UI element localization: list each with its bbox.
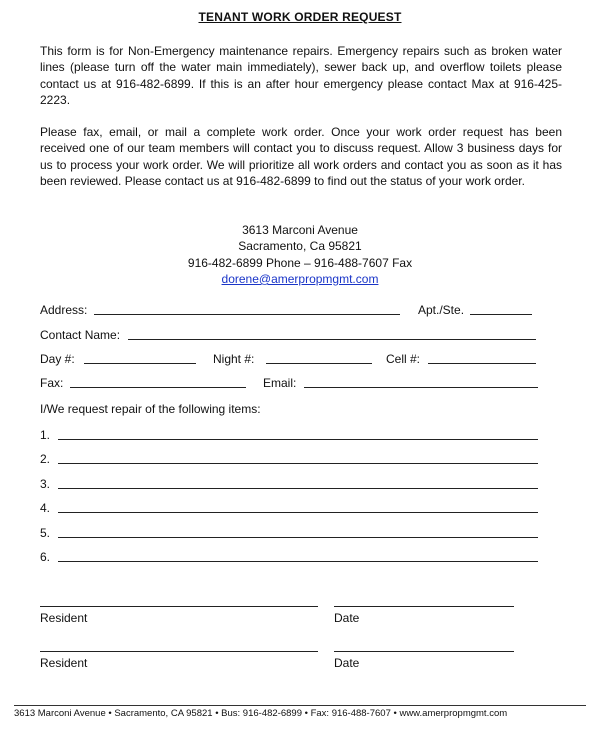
night-phone-field[interactable] [266, 352, 372, 364]
cell-phone-field[interactable] [428, 352, 536, 364]
apt-label: Apt./Ste. [418, 303, 465, 317]
repair-item-number: 4. [40, 501, 51, 515]
repair-item-field[interactable] [58, 428, 538, 440]
repair-item-number: 5. [40, 526, 51, 540]
repair-item-field[interactable] [58, 550, 538, 562]
day-phone-field[interactable] [84, 352, 196, 364]
apt-field[interactable] [470, 303, 532, 315]
address-city: Sacramento, Ca 95821 [238, 239, 362, 254]
contact-name-label: Contact Name: [40, 328, 121, 342]
repair-item-number: 1. [40, 428, 51, 442]
date-field[interactable] [334, 640, 514, 652]
repair-request-label: I/We request repair of the following items: [40, 402, 261, 416]
address-phones: 916-482-6899 Phone – 916-488-7607 Fax [187, 255, 413, 270]
repair-item-field[interactable] [58, 501, 538, 513]
contact-name-field[interactable] [128, 328, 536, 340]
fax-field[interactable] [70, 376, 246, 388]
email-label: Email: [263, 376, 297, 390]
address-street: 3613 Marconi Avenue [242, 223, 358, 237]
repair-item-field[interactable] [58, 452, 538, 464]
fax-label: Fax: [40, 376, 64, 390]
date-label: Date [334, 611, 360, 625]
email-link[interactable]: dorene@amerpropmgmt.com [221, 271, 379, 286]
resident-label: Resident [40, 656, 88, 670]
email-field[interactable] [304, 376, 538, 388]
resident-signature-field[interactable] [40, 640, 318, 652]
form-title: TENANT WORK ORDER REQUEST [198, 10, 402, 24]
repair-item-number: 3. [40, 477, 51, 491]
footer-divider [14, 705, 586, 706]
cell-phone-label: Cell #: [386, 352, 421, 366]
resident-label: Resident [40, 611, 88, 625]
office-address-block [0, 222, 600, 287]
repair-item-field[interactable] [58, 477, 538, 489]
repair-item-number: 6. [40, 550, 51, 564]
date-field[interactable] [334, 595, 514, 607]
day-phone-label: Day #: [40, 352, 75, 366]
night-phone-label: Night #: [213, 352, 255, 366]
instructions-paragraph: Please fax, email, or mail a complete work order. Once your work order request has been received one of our team members will contact you to discuss request. Allow 3 business days for us to process your work order. We will prioritize all work orders and contact you as soon as it has been reviewed. Please contact us at 916-482-6899 to find out the status of your work order. [40, 125, 562, 188]
address-field[interactable] [94, 303, 400, 315]
repair-item-field[interactable] [58, 526, 538, 538]
address-label: Address: [40, 303, 88, 317]
page-footer: 3613 Marconi Avenue • Sacramento, CA 95821 • Bus: 916-482-6899 • Fax: 916-488-7607 • www.amerpropmgmt.com [14, 708, 508, 719]
repair-item-number: 2. [40, 452, 51, 466]
intro-paragraph: This form is for Non-Emergency maintenance repairs. Emergency repairs such as broken water lines (please turn off the water main immediately), sewer back up, and overflow toilets please contact us at 916-482-6899. If this is an after hour emergency please contact Max at 916-425-2223. [40, 44, 562, 107]
resident-signature-field[interactable] [40, 595, 318, 607]
date-label: Date [334, 656, 360, 670]
